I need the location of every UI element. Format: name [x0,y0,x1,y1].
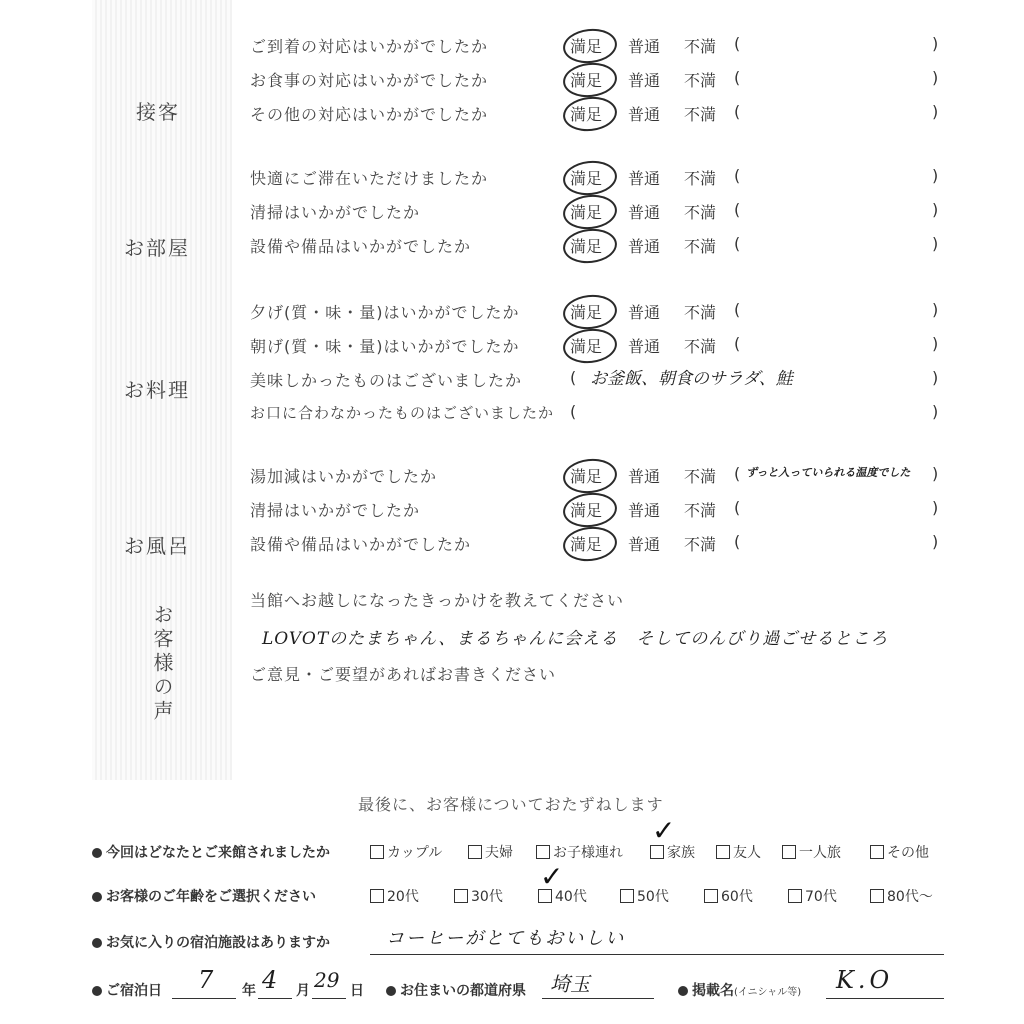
choice-friend[interactable]: 友人 [716,842,761,862]
paren-open: ( [734,200,741,219]
checkbox[interactable] [870,889,884,903]
paren-open: ( [734,34,741,53]
option-satisfied[interactable]: 満足 [570,337,603,356]
option-dissatisfied[interactable]: 不満 [684,169,717,188]
choice-70s[interactable]: 70代 [788,886,837,906]
category-bath: お風呂 [124,534,190,558]
choice-80s[interactable]: 80代〜 [870,886,933,906]
option-dissatisfied[interactable]: 不満 [684,71,717,90]
rating-bath-equipment[interactable] [570,532,740,554]
paren-close: ) [932,402,939,421]
option-dissatisfied[interactable]: 不満 [684,203,717,222]
paren-open: ( [570,402,577,421]
question-not-tasty: お口に合わなかったものはございましたか [250,404,555,422]
option-satisfied[interactable]: 満足 [570,467,603,486]
choice-20s[interactable]: 20代 [370,886,419,906]
rating-dinner[interactable] [570,300,740,322]
option-normal[interactable]: 普通 [628,535,661,554]
option-satisfied[interactable]: 満足 [570,71,603,90]
check-mark-icon: ✓ [540,860,564,893]
paren-open: ( [734,300,741,319]
answer-water-temp-comment[interactable]: ずっと入っていられる温度でした [746,466,911,479]
option-normal[interactable]: 普通 [628,37,661,56]
rating-comfort[interactable] [570,166,740,188]
question-companion [92,842,330,862]
bullet-icon [92,938,102,948]
option-satisfied[interactable]: 満足 [570,37,603,56]
name-note: (イニシャル等) [734,987,802,998]
option-normal[interactable]: 普通 [628,501,661,520]
paren-open: ( [734,498,741,517]
paren-close: ) [932,102,939,121]
question-age-text: お客様のご年齢をご選択ください [106,889,316,905]
choice-50s[interactable]: 50代 [620,886,669,906]
question-bath-equipment: 設備や備品はいかがでしたか [250,535,472,554]
question-comfort: 快適にご滞在いただけましたか [250,169,489,188]
paren-close: ) [932,368,939,387]
check-mark-icon: ✓ [652,814,676,847]
paren-close: ) [932,498,939,517]
question-meal-service: お食事の対応はいかがでしたか [250,71,489,90]
bullet-icon [92,848,102,858]
category-room: お部屋 [124,236,190,260]
paren-open: ( [734,166,741,185]
question-age [92,886,316,906]
option-dissatisfied[interactable]: 不満 [684,337,717,356]
answer-tasty-food[interactable]: お釜飯、朝食のサラダ、鮭 [590,369,793,389]
choice-40s[interactable]: 40代 [538,886,587,906]
paren-close: ) [932,300,939,319]
option-dissatisfied[interactable]: 不満 [684,467,717,486]
checkbox[interactable] [782,845,796,859]
rating-arrival[interactable] [570,34,740,56]
option-satisfied[interactable]: 満足 [570,105,603,124]
rating-room-cleaning[interactable] [570,200,740,222]
bullet-icon [92,986,102,996]
rating-breakfast[interactable] [570,334,740,356]
answer-reason[interactable]: LOVOTのたまちゃん、まるちゃんに会える そしてのんびり過ごせるところ [262,629,889,649]
paren-close: ) [932,200,939,219]
rating-other-service[interactable] [570,102,740,124]
stay-date-text: ご宿泊日 [106,983,162,999]
checkbox[interactable] [468,845,482,859]
choice-with-kids[interactable]: お子様連れ [536,842,623,862]
option-satisfied[interactable]: 満足 [570,535,603,554]
question-favorite [92,932,330,952]
prefecture-line [542,998,654,999]
prefecture-text: お住まいの都道府県 [400,983,526,999]
bullet-icon [678,986,688,996]
choice-other[interactable]: その他 [870,842,929,862]
option-satisfied[interactable]: 満足 [570,501,603,520]
question-opinion: ご意見・ご要望があればお書きください [250,665,557,684]
question-water-temp: 湯加減はいかがでしたか [250,467,438,486]
question-bath-cleaning: 清掃はいかがでしたか [250,501,421,520]
question-companion-text: 今回はどなたとご来館されましたか [106,845,330,861]
last-section-title: 最後に、お客様についておたずねします [358,795,664,814]
bullet-icon [92,892,102,902]
stay-year[interactable]: 7 [198,966,214,994]
rating-bath-cleaning[interactable] [570,498,740,520]
name-label-text: 掲載名 [692,983,734,999]
answer-prefecture[interactable]: 埼玉 [550,972,590,996]
paren-open: ( [734,334,741,353]
rating-water-temp[interactable] [570,464,740,486]
checkbox[interactable] [704,889,718,903]
question-favorite-text: お気に入りの宿泊施設はありますか [106,935,330,951]
paren-open: ( [734,102,741,121]
option-dissatisfied[interactable]: 不満 [684,303,717,322]
checkbox[interactable] [620,889,634,903]
option-normal[interactable]: 普通 [628,105,661,124]
option-normal[interactable]: 普通 [628,203,661,222]
bullet-icon [386,986,396,996]
option-satisfied[interactable]: 満足 [570,169,603,188]
option-satisfied[interactable]: 満足 [570,303,603,322]
choice-30s[interactable]: 30代 [454,886,503,906]
paren-open: ( [734,464,741,483]
category-voice: お客様の声 [150,604,174,724]
rating-meal-service[interactable] [570,68,740,90]
paren-open: ( [734,68,741,87]
option-normal[interactable]: 普通 [628,337,661,356]
question-reason: 当館へお越しになったきっかけを教えてください [250,591,625,610]
option-satisfied[interactable]: 満足 [570,203,603,222]
checkbox[interactable] [788,889,802,903]
option-normal[interactable]: 普通 [628,237,661,256]
paren-open: ( [734,532,741,551]
stay-day[interactable]: 29 [314,968,340,992]
checkbox[interactable] [650,845,664,859]
paren-open: ( [734,234,741,253]
option-normal[interactable]: 普通 [628,169,661,188]
prefecture-label [386,980,526,1000]
checkbox[interactable] [870,845,884,859]
checkbox[interactable] [370,889,384,903]
choice-solo[interactable]: 一人旅 [782,842,841,862]
name-label [678,980,801,1000]
choice-60s[interactable]: 60代 [704,886,753,906]
checkbox[interactable] [454,889,468,903]
choice-couple[interactable]: カップル [370,842,442,862]
option-normal[interactable]: 普通 [628,303,661,322]
question-arrival: ご到着の対応はいかがでしたか [250,37,489,56]
answer-name[interactable]: K.O [836,966,894,994]
paren-close: ) [932,34,939,53]
option-satisfied[interactable]: 満足 [570,237,603,256]
checkbox[interactable] [370,845,384,859]
paren-close: ) [932,464,939,483]
paren-close: ) [932,166,939,185]
stay-month[interactable]: 4 [262,966,278,994]
option-dissatisfied[interactable]: 不満 [684,535,717,554]
question-other-service: その他の対応はいかがでしたか [250,105,489,124]
category-food: お料理 [124,378,190,402]
option-normal[interactable]: 普通 [628,71,661,90]
option-dissatisfied[interactable]: 不満 [684,501,717,520]
category-reception: 接客 [136,100,180,124]
day-unit: 日 [350,983,364,999]
paren-close: ) [932,334,939,353]
paren-close: ) [932,68,939,87]
checkbox[interactable] [716,845,730,859]
question-room-equipment: 設備や備品はいかがでしたか [250,237,472,256]
favorite-line [370,954,944,955]
question-room-cleaning: 清掃はいかがでしたか [250,203,421,222]
option-dissatisfied[interactable]: 不満 [684,237,717,256]
day-line [312,998,346,999]
paren-close: ) [932,532,939,551]
choice-married[interactable]: 夫婦 [468,842,513,862]
answer-favorite[interactable]: コーヒーがとてもおいしい [386,928,626,949]
choice-family[interactable]: 家族 [650,842,695,862]
option-normal[interactable]: 普通 [628,467,661,486]
month-unit: 月 [296,983,310,999]
year-line [172,998,236,999]
option-dissatisfied[interactable]: 不満 [684,105,717,124]
paren-open: ( [570,368,577,387]
name-line [826,998,944,999]
year-unit: 年 [242,983,256,999]
question-tasty: 美味しかったものはございましたか [250,371,523,390]
option-dissatisfied[interactable]: 不満 [684,37,717,56]
checkbox[interactable] [536,845,550,859]
stay-date-label [92,980,162,1000]
question-dinner: 夕げ(質・味・量)はいかがでしたか [250,303,520,322]
month-line [258,998,292,999]
rating-room-equipment[interactable] [570,234,740,256]
paren-close: ) [932,234,939,253]
question-breakfast: 朝げ(質・味・量)はいかがでしたか [250,337,520,356]
